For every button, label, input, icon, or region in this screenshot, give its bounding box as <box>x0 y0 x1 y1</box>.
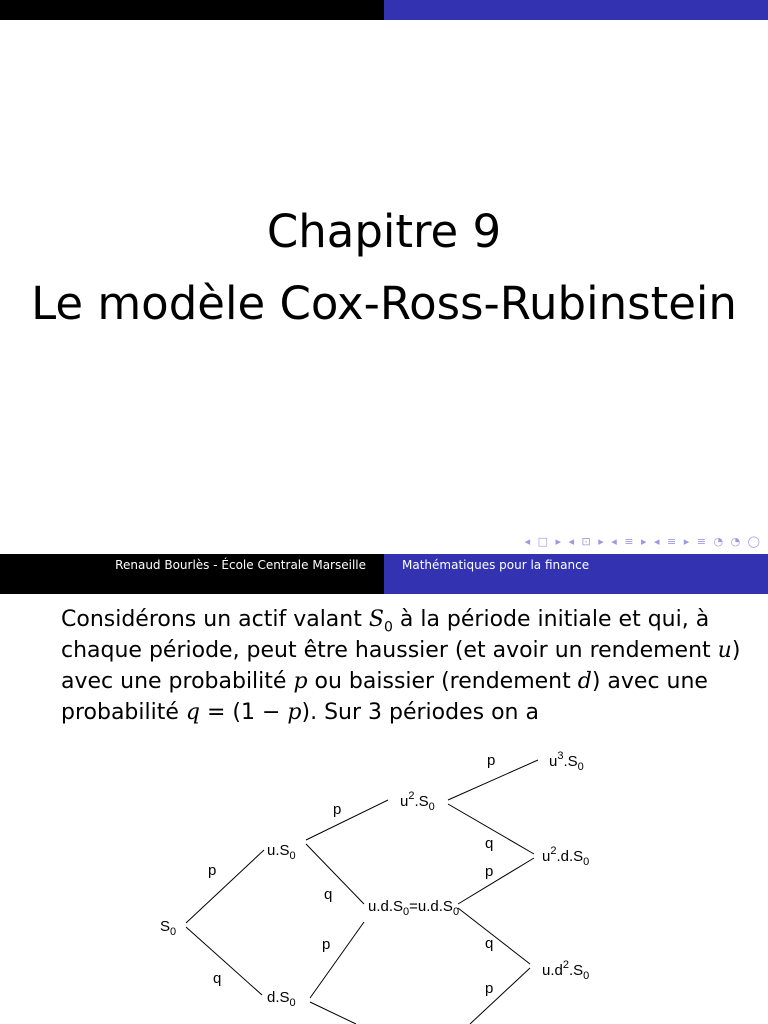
binomial-tree-diagram <box>0 740 768 1024</box>
footer-author: Renaud Bourlès - École Centrale Marseille <box>115 558 366 572</box>
para-symbol-d: d <box>577 669 592 694</box>
edge-us0-u2s0 <box>306 800 388 840</box>
para-text-7: ). Sur 3 périodes on a <box>301 700 539 725</box>
footer-right <box>384 554 768 594</box>
edge-label-p1: p <box>208 862 217 879</box>
edge-ds0-uds0 <box>310 922 364 998</box>
para-text-1: Considérons un actif valant <box>61 607 369 632</box>
para-text-2: à la période initiale et qui, à chaque période, peut être haussier (et avoir un rendement <box>61 607 718 663</box>
beamer-navigation-icons[interactable]: ◂ □ ▸ ◂ ⊡ ▸ ◂ ≡ ▸ ◂ ≡ ▸ ≡ ◔ ◔ ◯ <box>524 535 762 548</box>
top-bar <box>0 0 768 20</box>
footer <box>0 554 768 594</box>
para-symbol-u: u <box>717 638 732 663</box>
edge-label-q1: q <box>213 970 222 987</box>
para-symbol-s-sub: 0 <box>383 619 393 636</box>
edge-label-p4: p <box>487 752 496 769</box>
top-bar-left <box>0 0 384 20</box>
para-text-4: ou baissier (rendement <box>307 669 578 694</box>
para-text-6: = (1 − <box>199 700 288 725</box>
slide-title-line2: Le modèle Cox-Ross-Rubinstein <box>31 277 737 330</box>
edge-label-p3: p <box>322 936 331 953</box>
edge-uds0-ud2s0 <box>458 908 530 964</box>
slide-title <box>0 196 768 340</box>
node-ud2s0: $u.d^2.S_0$ <box>542 959 590 982</box>
edge-uds0-u2ds0 <box>458 858 534 904</box>
edge-label-p6: p <box>485 980 494 997</box>
edge-us0-uds0 <box>306 844 364 904</box>
edge-s0-us0 <box>186 850 264 923</box>
footer-left <box>0 554 384 594</box>
para-symbol-q: q <box>185 700 200 725</box>
node-ds0: $d.S_0$ <box>267 989 296 1009</box>
edge-ds0-down <box>310 1002 356 1024</box>
node-u2s0: $u^2.S_0$ <box>400 790 435 813</box>
slide-title-line1: Chapitre 9 <box>266 205 502 258</box>
footer-course: Mathématiques pour la finance <box>402 558 590 572</box>
edge-label-p5: p <box>485 863 494 880</box>
edge-label-q4: q <box>485 835 494 852</box>
node-us0: $u.S_0$ <box>267 842 296 862</box>
edge-s0-ds0 <box>186 927 262 995</box>
edge-label-q5: q <box>485 935 494 952</box>
para-symbol-s: S <box>368 607 384 632</box>
para-symbol-p: p <box>293 669 308 694</box>
edge-label-q2: q <box>324 886 333 903</box>
node-u3s0: $u^3.S_0$ <box>549 750 584 773</box>
node-u2ds0: $u^2.d.S_0$ <box>542 845 590 868</box>
edge-label-p2: p <box>333 801 342 818</box>
intro-paragraph <box>61 604 751 728</box>
para-text-3: ) avec une probabilité <box>61 638 741 694</box>
node-uds0: $u.d.S_0=u.d.S_0$ <box>368 898 460 918</box>
edge-down-ud2s0 <box>470 968 530 1024</box>
node-s0: $S_0$ <box>160 918 177 938</box>
para-text-5: ) avec une probabilité <box>61 669 708 725</box>
para-symbol-p-again: p <box>287 700 302 725</box>
top-bar-right <box>384 0 768 20</box>
